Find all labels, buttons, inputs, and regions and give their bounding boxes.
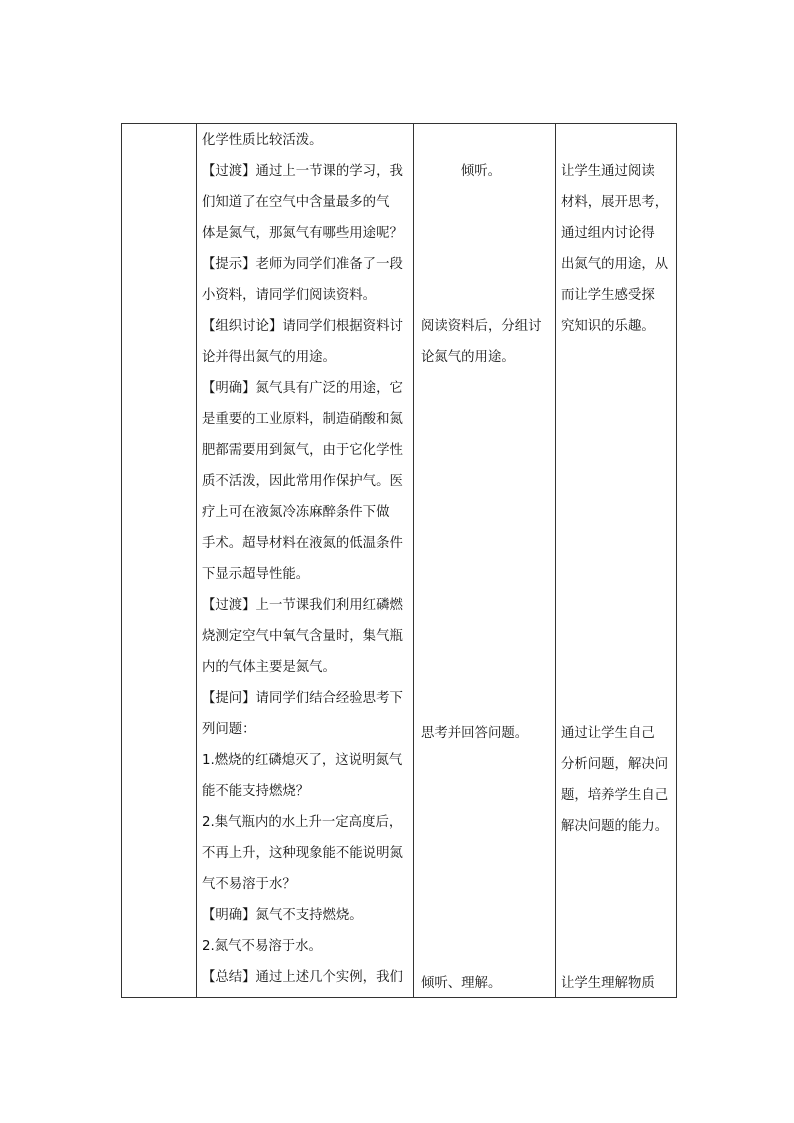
teacher-line: 论并得出氮气的用途。 [202,350,336,365]
teacher-line: 小资料，请同学们阅读资料。 [202,288,377,303]
teacher-line: 质不活泼，因此常用作保护气。医 [202,474,403,489]
teacher-line: 手术。超导材料在液氮的低温条件 [202,536,403,551]
teacher-line: 下显示超导性能。 [202,567,310,582]
teacher-line: 疗上可在液氮冷冻麻醉条件下做 [202,505,390,520]
intent-line: 让学生通过阅读 [561,164,655,179]
column-divider-1 [196,124,197,997]
intent-line: 究知识的乐趣。 [561,319,655,334]
teacher-line: 【明确】氮气不支持燃烧。 [202,908,363,923]
teacher-line: 体是氮气，那氮气有哪些用途呢？ [202,226,403,241]
teacher-line: 化学性质比较活泼。 [202,133,323,148]
intent-line: 而让学生感受探 [561,288,655,303]
teacher-line: 肥都需要用到氮气，由于它化学性 [202,443,403,458]
intent-line: 通过组内讨论得 [561,226,655,241]
teacher-line: 2.集气瓶内的水上升一定高度后， [202,815,403,830]
intent-line: 解决问题的能力。 [561,819,669,834]
student-listen-understand: 倾听、理解。 [421,976,502,991]
teacher-line: 【过渡】通过上一节课的学习，我 [202,164,403,179]
intent-line: 材料，展开思考， [561,195,669,210]
intent-line: 让学生理解物质 [561,976,655,991]
teacher-line: 【总结】通过上述几个实例，我们 [202,970,403,985]
teacher-line: 列问题： [202,722,256,737]
teacher-line: 【提问】请同学们结合经验思考下 [202,691,403,706]
teacher-line: 气不易溶于水？ [202,877,296,892]
teacher-line: 1.燃烧的红磷熄灭了，这说明氮气 [202,753,403,768]
column-divider-3 [555,124,556,997]
intent-block-analysis [561,718,668,842]
teacher-line: 内的气体主要是氮气。 [202,660,336,675]
intent-line: 出氮气的用途，从 [561,257,669,272]
intent-block-reading [561,156,668,342]
intent-line: 通过让学生自己 [561,726,655,741]
teacher-line: 2.氮气不易溶于水。 [202,939,322,954]
student-think-answer: 思考并回答问题。 [421,726,529,741]
teacher-line: 是重要的工业原料，制造硝酸和氮 [202,412,403,427]
teacher-line: 不再上升，这种现象能不能说明氮 [202,846,403,861]
intent-line: 分析问题，解决问 [561,757,669,772]
lesson-table [121,123,677,998]
teacher-line: 【组织讨论】请同学们根据资料讨 [202,319,403,334]
teacher-line: 【明确】氮气具有广泛的用途，它 [202,381,403,396]
student-read-discuss: 阅读资料后，分组讨 [421,319,542,334]
teacher-line: 烧测定空气中氧气含量时，集气瓶 [202,629,403,644]
teacher-activity-column [202,125,414,993]
student-read-discuss: 论氮气的用途。 [421,350,515,365]
teacher-line: 【过渡】上一节课我们利用红磷燃 [202,598,403,613]
teacher-line: 能不能支持燃烧？ [202,784,310,799]
student-listen: 倾听。 [460,164,502,179]
teacher-line: 们知道了在空气中含量最多的气 [202,195,390,210]
teacher-line: 【提示】老师为同学们准备了一段 [202,257,403,272]
intent-line: 题，培养学生自己 [561,788,669,803]
